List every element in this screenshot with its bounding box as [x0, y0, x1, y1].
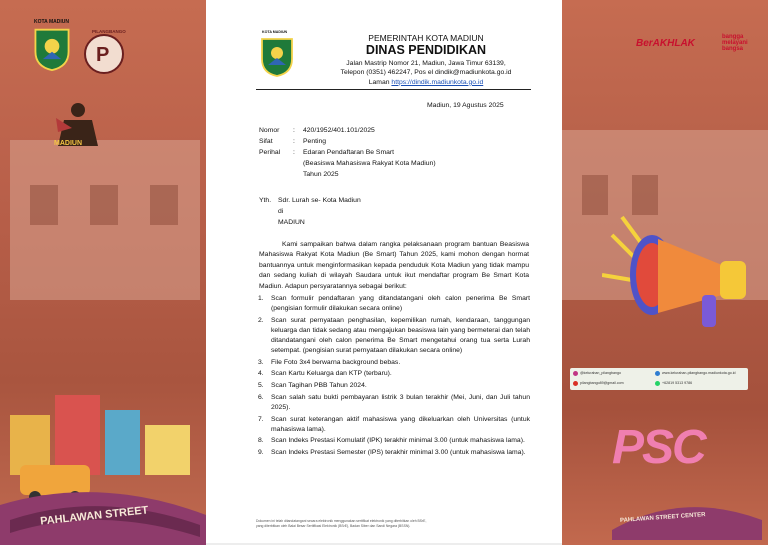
office-address-block — [306, 59, 546, 87]
svg-text:P: P — [96, 44, 110, 66]
whatsapp-icon — [655, 381, 660, 386]
header-logo-label: KOTA MADIUN — [262, 30, 288, 34]
perihal-line-2: (Beasiswa Mahasiswa Rakyat Kota Madiun) — [303, 160, 436, 167]
list-item: 5. Scan Tagihan PBB Tahun 2024. — [258, 382, 367, 390]
header-divider — [256, 89, 531, 90]
website-link[interactable]: www.kelurahan-pilangbango.madiunkota.go.id — [662, 371, 736, 375]
sifat-value: Penting — [303, 138, 327, 145]
building-window — [582, 175, 608, 215]
perihal-line-3: Tahun 2025 — [303, 171, 339, 178]
contact-info-bar — [570, 368, 748, 390]
letter-page — [206, 0, 562, 545]
kota-madiun-logo-label: KOTA MADIUN — [34, 19, 69, 25]
addressee-name: Sdr. Lurah se- Kota Madiun — [278, 197, 361, 204]
web-icon — [655, 371, 660, 376]
list-item: 8. Scan Indeks Prestasi Komulatif (IPK) terakhir minimal 3.00 (untuk mahasiswa lama). — [258, 437, 525, 445]
perihal-line-1: Edaran Pendaftaran Be Smart — [303, 149, 395, 156]
government-name: PEMERINTAH KOTA MADIUN — [368, 33, 484, 43]
right-decorative-panel — [562, 0, 768, 545]
building-window — [632, 175, 658, 215]
street-banner-text: PAHLAWAN STREET — [39, 504, 149, 528]
list-item: 2. Scan surat pernyataan penghasilan, kepemilikan rumah, kendaraan, tanggungan keluarga dan tidak sedang atau mengajukan beasiswa lain yang bermeterai dan telah ditandatangani oleh calon penerima Be Smart mengetahui orang tua serta Lurah setempat. (pengisian surat pernyataan dilakukan secara online) — [258, 316, 530, 355]
email-address: pilangbango89@gmail.com — [580, 381, 624, 385]
instagram-handle: @kelurahan_pilangbango — [580, 371, 622, 375]
instagram-icon — [573, 371, 578, 376]
website-link[interactable]: https://dindik.madiunkota.go.id — [391, 78, 484, 86]
yth-label: Yth. — [259, 197, 272, 204]
psc-banner-text: PAHLAWAN STREET CENTER — [619, 512, 706, 524]
pilangbango-logo — [80, 28, 134, 76]
office-name: DINAS PENDIDIKAN — [365, 43, 487, 57]
kota-madiun-logo — [32, 26, 72, 72]
madiun-logo-text: MADIUN — [54, 140, 82, 147]
colon: : — [293, 127, 295, 134]
email-icon — [573, 381, 578, 386]
berakhlak-logo: BerAKHLAK — [636, 38, 695, 49]
building-window — [150, 185, 178, 225]
requirements-list — [258, 294, 530, 460]
colon: : — [293, 138, 295, 145]
office-website: Laman https://dindik.madiunkota.go.id — [368, 78, 484, 86]
office-phone-email: Telepon (0351) 462247, Pos el dindik@madiunkota.go.id — [340, 69, 512, 77]
nomor-label: Nomor — [259, 127, 280, 134]
building-window — [90, 185, 118, 225]
perihal-label: Perihal — [259, 149, 281, 156]
addressee-di: di — [278, 208, 284, 215]
list-item: 4. Scan Kartu Keluarga dan KTP (terbaru). — [258, 370, 392, 378]
intro-paragraph: Kami sampaikan bahwa dalam rangka pelaksanaan program bantuan Beasiswa Mahasiswa Rakyat Kota Madiun (Be Smart) Tahun 2025, kami mohon dengan hormat bantuannya untuk menginformasikan kepada penduduk Kota Madiun yang tidak mampu dan sedang kuliah di wilayah Saudara untuk ikut mendaftar program Be Smart Kota Madiun. Adapun persyaratannya sebagai berikut: — [259, 241, 529, 290]
phone-number: +62819 5313 9786 — [662, 381, 693, 385]
office-address: Jalan Mastrip Nomor 21, Madiun, Jawa Timur 63139, — [346, 60, 506, 67]
list-item: 6. Scan salah satu bukti pembayaran listrik 3 bulan terakhir (Mei, Juni, dan Juli tahun 2025). — [258, 393, 530, 411]
left-decorative-panel — [0, 0, 206, 545]
psc-logo-text: PSC — [612, 421, 705, 474]
bangga-melayani-logo: bangga melayani bangsa — [722, 34, 748, 52]
dinas-pendidikan-logo — [260, 33, 294, 77]
list-item: 1. Scan formulir pendaftaran yang ditandatangani oleh calon penerima Be Smart (pengisian formulir dilakukan secara online) — [258, 295, 530, 313]
list-item: 7. Scan surat keterangan aktif mahasiswa yang dikeluarkan oleh Universitas (untuk mahasiswa lama). — [258, 415, 530, 433]
sifat-label: Sifat — [259, 138, 273, 145]
addressee-place: MADIUN — [278, 219, 305, 226]
megaphone-illustration — [602, 215, 762, 345]
letter-date: Madiun, 19 Agustus 2025 — [427, 102, 504, 109]
colon: : — [293, 149, 295, 156]
pilangbango-logo-text: PILANGBANGO — [92, 29, 126, 34]
electronic-signature-note: Dokumen ini telah ditandatangani secara elektronik menggunakan sertifikat elektronik yang diterbitkan oleh BSrE, yang diterbitkan oleh Balai Besar Sertifikasi Elektronik (BSrE), Badan Siber dan Sandi Negara (BSSN). — [256, 519, 427, 528]
list-item: 9. Scan Indeks Prestasi Semester (IPS) terakhir minimal 3.00 (untuk mahasiswa lama). — [258, 449, 526, 457]
nomor-value: 420/1952/401.101/2025 — [303, 127, 375, 134]
list-item: 3. File Foto 3x4 berwarna background bebas. — [258, 358, 401, 366]
building-window — [30, 185, 58, 225]
